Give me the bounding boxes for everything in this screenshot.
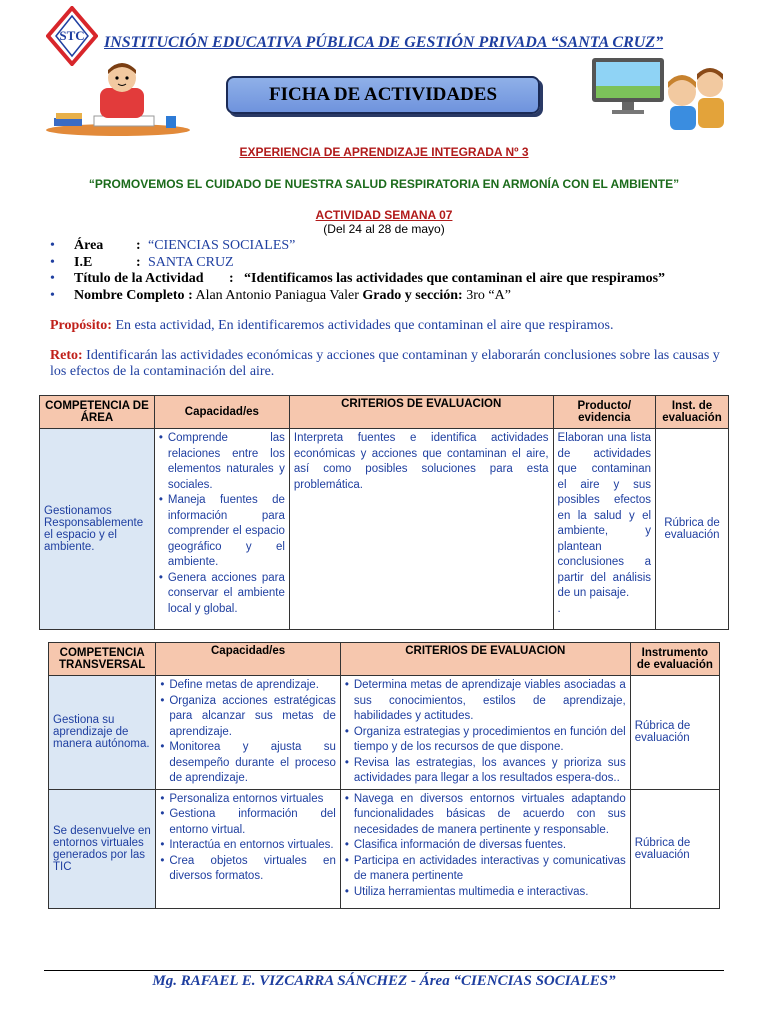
product-text: Elaboran una lista de actividades que contaminan el aire y sus posibles efectos en la salud y el ambiente, y plantean conclusiones a partir del análisis de un paisaje. — [557, 432, 652, 599]
criteria-cell — [340, 676, 630, 790]
criteria-cell — [340, 789, 630, 908]
criteria-item: • Clasifica información de diversas fuentes. — [345, 838, 626, 854]
ficha-title-box: FICHA DE ACTIVIDADES — [226, 76, 540, 114]
school-logo — [46, 6, 98, 66]
header-criteria: CRITERIOS DE EVALUACION — [340, 643, 630, 676]
info-student-name: • Nombre Completo : Alan Antonio Paniagua Valer Grado y sección: 3ro “A” — [50, 288, 511, 303]
capacity-item: • Comprende las relaciones entre los elementos naturales y sociales. — [159, 431, 285, 493]
header-instrument: Instrumento de evaluación — [630, 643, 719, 676]
criteria-cell: Interpreta fuentes e identifica actividades económicas y acciones que contaminan el aire, así como posibles soluciones para esta problemática. — [289, 429, 553, 630]
competence-cell: Gestionamos Responsablemente el espacio y el ambiente. — [40, 429, 155, 630]
capacity-item: • Personaliza entornos virtuales — [160, 792, 336, 808]
competence-cell: Gestiona su aprendizaje de manera autónoma. — [49, 676, 156, 790]
capacities-cell — [156, 676, 341, 790]
criteria-item: • Organiza estrategias y procedimientos en función del tiempo y de los recursos de que dispone. — [345, 725, 626, 756]
header-capacities: Capacidad/es — [154, 396, 289, 429]
criteria-item: • Revisa las estrategias, los avances y prioriza sus actividades para llegar a los resultados espera-dos.. — [345, 756, 626, 787]
competence-cell: Se desenvuelve en entornos virtuales generados por las TIC — [49, 789, 156, 908]
info-area: • Área : “CIENCIAS SOCIALES” — [50, 238, 296, 253]
header-competence: COMPETENCIA DE ÁREA — [40, 396, 155, 429]
header-instrument: Inst. de evaluación — [656, 396, 729, 429]
capacity-item: • Gestiona información del entorno virtual. — [160, 807, 336, 838]
experience-theme: “PROMOVEMOS EL CUIDADO DE NUESTRA SALUD RESPIRATORIA EN ARMONÍA CON EL AMBIENTE” — [88, 177, 680, 191]
info-ie: • I.E : SANTA CRUZ — [50, 255, 234, 270]
capacity-item: • Define metas de aprendizaje. — [160, 678, 336, 694]
activity-dates: (Del 24 al 28 de mayo) — [323, 222, 445, 236]
header-criteria: CRITERIOS DE EVALUACION — [289, 396, 553, 429]
capacity-item: • Genera acciones para conservar el ambiente local y global. — [159, 571, 285, 618]
bullet-icon: • — [50, 255, 55, 270]
header-competence: COMPETENCIA TRANSVERSAL — [49, 643, 156, 676]
capacity-item: • Monitorea y ajusta su desempeño durante el proceso de aprendizaje. — [160, 740, 336, 787]
footer-author: Mg. RAFAEL E. VIZCARRA SÁNCHEZ - Área “CIENCIAS SOCIALES” — [152, 973, 616, 989]
instrument-cell: Rúbrica de evaluación — [630, 789, 719, 908]
criteria-item: • Utiliza herramientas multimedia e interactivas. — [345, 885, 626, 901]
capacity-item: • Crea objetos virtuales en diversos formatos. — [160, 854, 336, 885]
capacities-cell — [156, 789, 341, 908]
institution-name: INSTITUCIÓN EDUCATIVA PÚBLICA DE GESTIÓN PRIVADA “SANTA CRUZ” — [104, 34, 664, 51]
footer-divider — [44, 970, 724, 971]
student-writing-illustration — [44, 58, 192, 138]
header-product: Producto/ evidencia — [553, 396, 655, 429]
capacities-cell — [154, 429, 289, 630]
bullet-icon: • — [50, 238, 55, 253]
header-capacities: Capacidad/es — [156, 643, 341, 676]
instrument-cell: Rúbrica de evaluación — [630, 676, 719, 790]
criteria-item: • Participa en actividades interactivas y comunicativas de manera pertinente — [345, 854, 626, 885]
area-competence-table — [39, 395, 729, 630]
activity-week: ACTIVIDAD SEMANA 07 — [315, 208, 453, 222]
criteria-item: • Determina metas de aprendizaje viables asociadas a sus conocimientos, estilos de aprendizaje, habilidades y actitudes. — [345, 678, 626, 725]
product-extra: . — [557, 602, 561, 615]
bullet-icon: • — [50, 271, 55, 286]
logo-text: STC — [59, 28, 85, 43]
capacity-item: • Organiza acciones estratégicas para alcanzar sus metas de aprendizaje. — [160, 694, 336, 741]
capacity-item: • Interactúa en entornos virtuales. — [160, 838, 336, 854]
product-cell — [553, 429, 655, 630]
criteria-item: • Navega en diversos entornos virtuales adaptando funcionalidades básicas de acuerdo con sus necesidades de manera pertinente y responsable. — [345, 792, 626, 839]
info-activity-title: • Título de la Actividad : “Identificamos las actividades que contaminan el aire que respiramos” — [50, 271, 666, 286]
purpose: Propósito: En esta actividad, En identificaremos actividades que contaminan el aire que respiramos. — [50, 318, 614, 333]
instrument-cell: Rúbrica de evaluación — [656, 429, 729, 630]
kids-computer-illustration — [584, 56, 734, 134]
challenge: Reto: Identificarán las actividades económicas y acciones que contaminan y elaborarán conclusiones sobre las causas y los efectos de la contaminación del aire. — [50, 348, 720, 379]
transversal-competence-table — [48, 642, 720, 909]
experience-label: EXPERIENCIA DE APRENDIZAJE INTEGRADA Nº 3 — [239, 145, 529, 159]
capacity-item: • Maneja fuentes de información para comprender el espacio geográfico y el ambiente. — [159, 493, 285, 571]
bullet-icon: • — [50, 288, 55, 303]
